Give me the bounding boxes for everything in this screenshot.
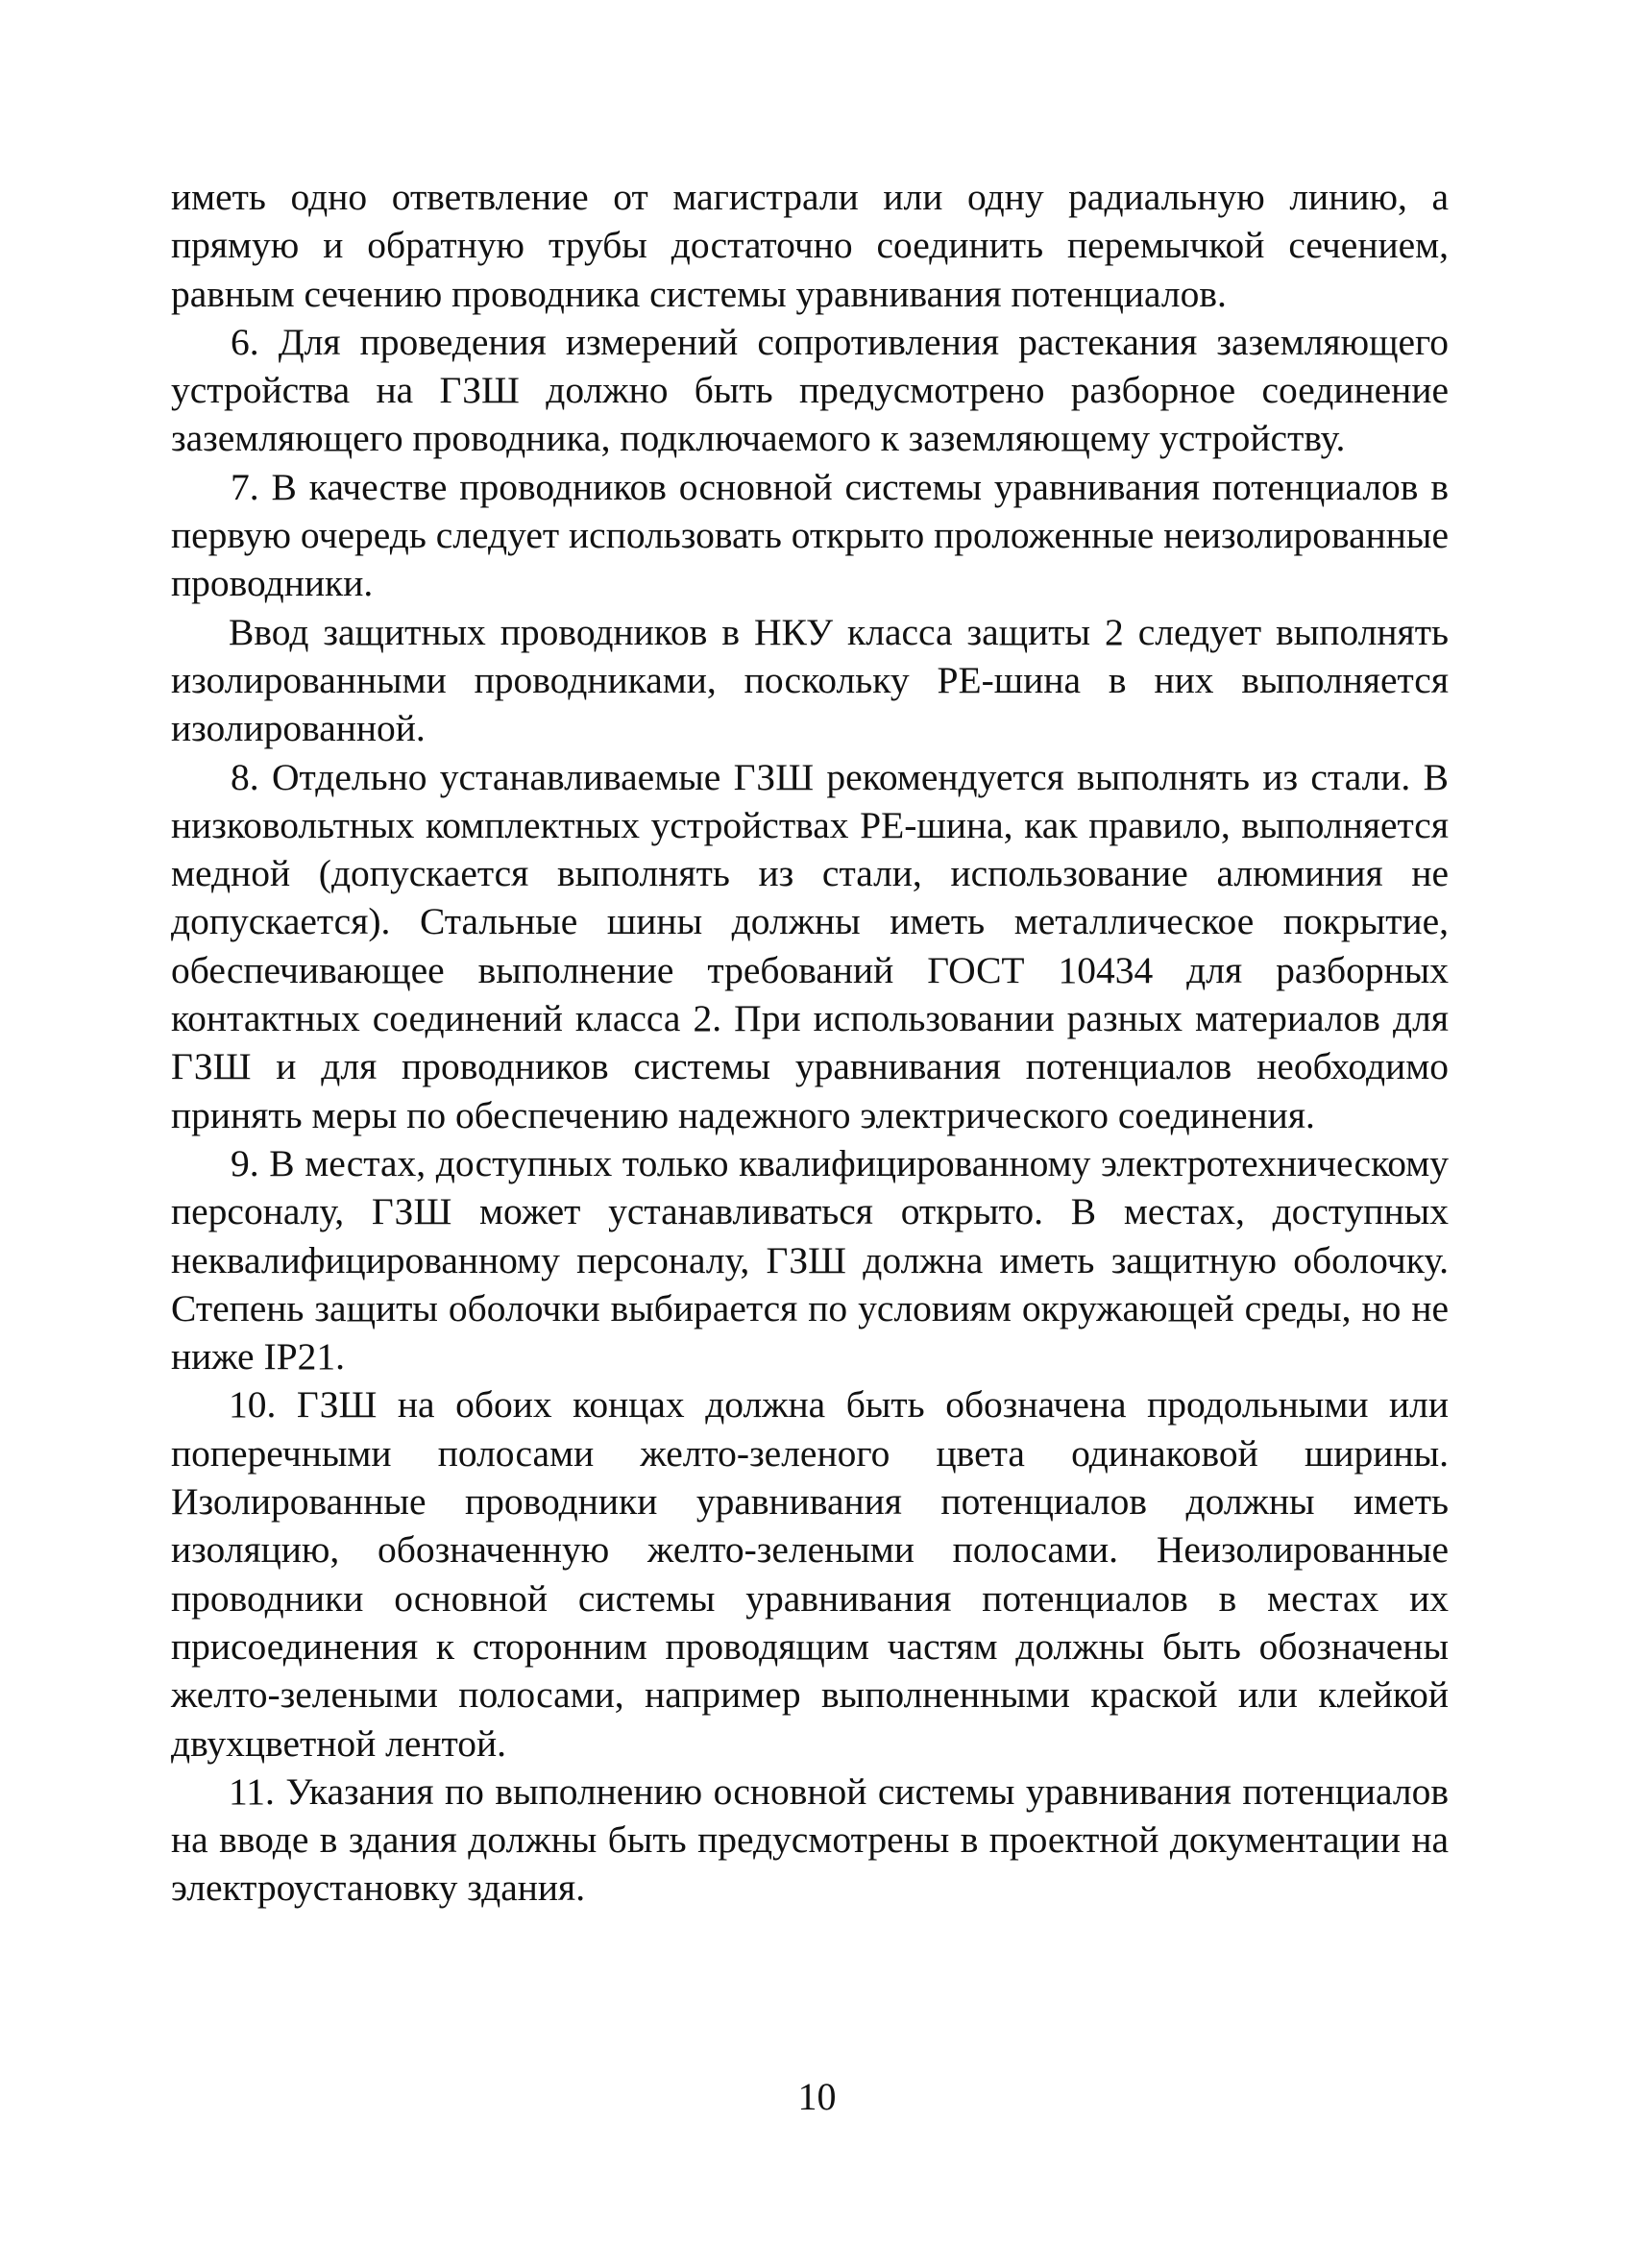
paragraph-item-7-note: Ввод защитных проводников в НКУ класса защиты 2 следует выполнять изолированными проводниками, поскольку РЕ-шина в них выполняется изолированной. <box>171 610 1449 750</box>
paragraph-item-11: 11. Указания по выполнению основной системы уравнивания потенциалов на вводе в здания должны быть предусмотрены в проектной документации на электроустановку здания. <box>171 1769 1449 1910</box>
paragraph-continuation: иметь одно ответвление от магистрали или одну радиальную линию, а прямую и обратную трубы достаточно соединить перемычкой сечением, равным сечению проводника системы уравнивания потенциалов. <box>171 176 1449 315</box>
paragraph-item-9: 9. В местах, доступных только квалифицированному электротехническому персоналу, ГЗШ может устанавливаться открыто. В местах, доступных неквалифицированному персоналу, ГЗШ должна иметь защитную оболочку. Степень защиты оболочки выбирается по условиям окружающей среды, но не ниже IP21. <box>171 1141 1449 1378</box>
body-text <box>171 173 1449 1913</box>
paragraph-item-8: 8. Отдельно устанавливаемые ГЗШ рекомендуется выполнять из стали. В низковольтных комплектных устройствах РЕ-шина, как правило, выполняется медной (допускается выполнять из стали, использование алюминия не допускается). Стальные шины должны иметь металлическое покрытие, обеспечивающее выполнение требований ГОСТ 10434 для разборных контактных соединений класса 2. При использовании разных материалов для ГЗШ и для проводников системы уравнивания потенциалов необходимо принять меры по обеспечению надежного электрического соединения. <box>171 755 1449 1136</box>
page-number: 10 <box>797 2075 837 2118</box>
paragraph-item-6: 6. Для проведения измерений сопротивления растекания заземляющего устройства на ГЗШ должно быть предусмотрено разборное соединение заземляющего проводника, подключаемого к заземляющему устройству. <box>171 320 1449 460</box>
paragraph-item-7: 7. В качестве проводников основной системы уравнивания потенциалов в первую очередь следует использовать открыто проложенные неизолированные проводники. <box>171 465 1449 605</box>
paragraph-item-10: 10. ГЗШ на обоих концах должна быть обозначена продольными или поперечными полосами желто-зеленого цвета одинаковой ширины. Изолированные проводники уравнивания потенциалов должны иметь изоляцию, обозначенную желто-зелеными полосами. Неизолированные проводники основной системы уравнивания потенциалов в местах их присоединения к сторонним проводящим частям должны быть обозначены желто-зелеными полосами, например выполненными краской или клейкой двухцветной лентой. <box>171 1383 1449 1765</box>
